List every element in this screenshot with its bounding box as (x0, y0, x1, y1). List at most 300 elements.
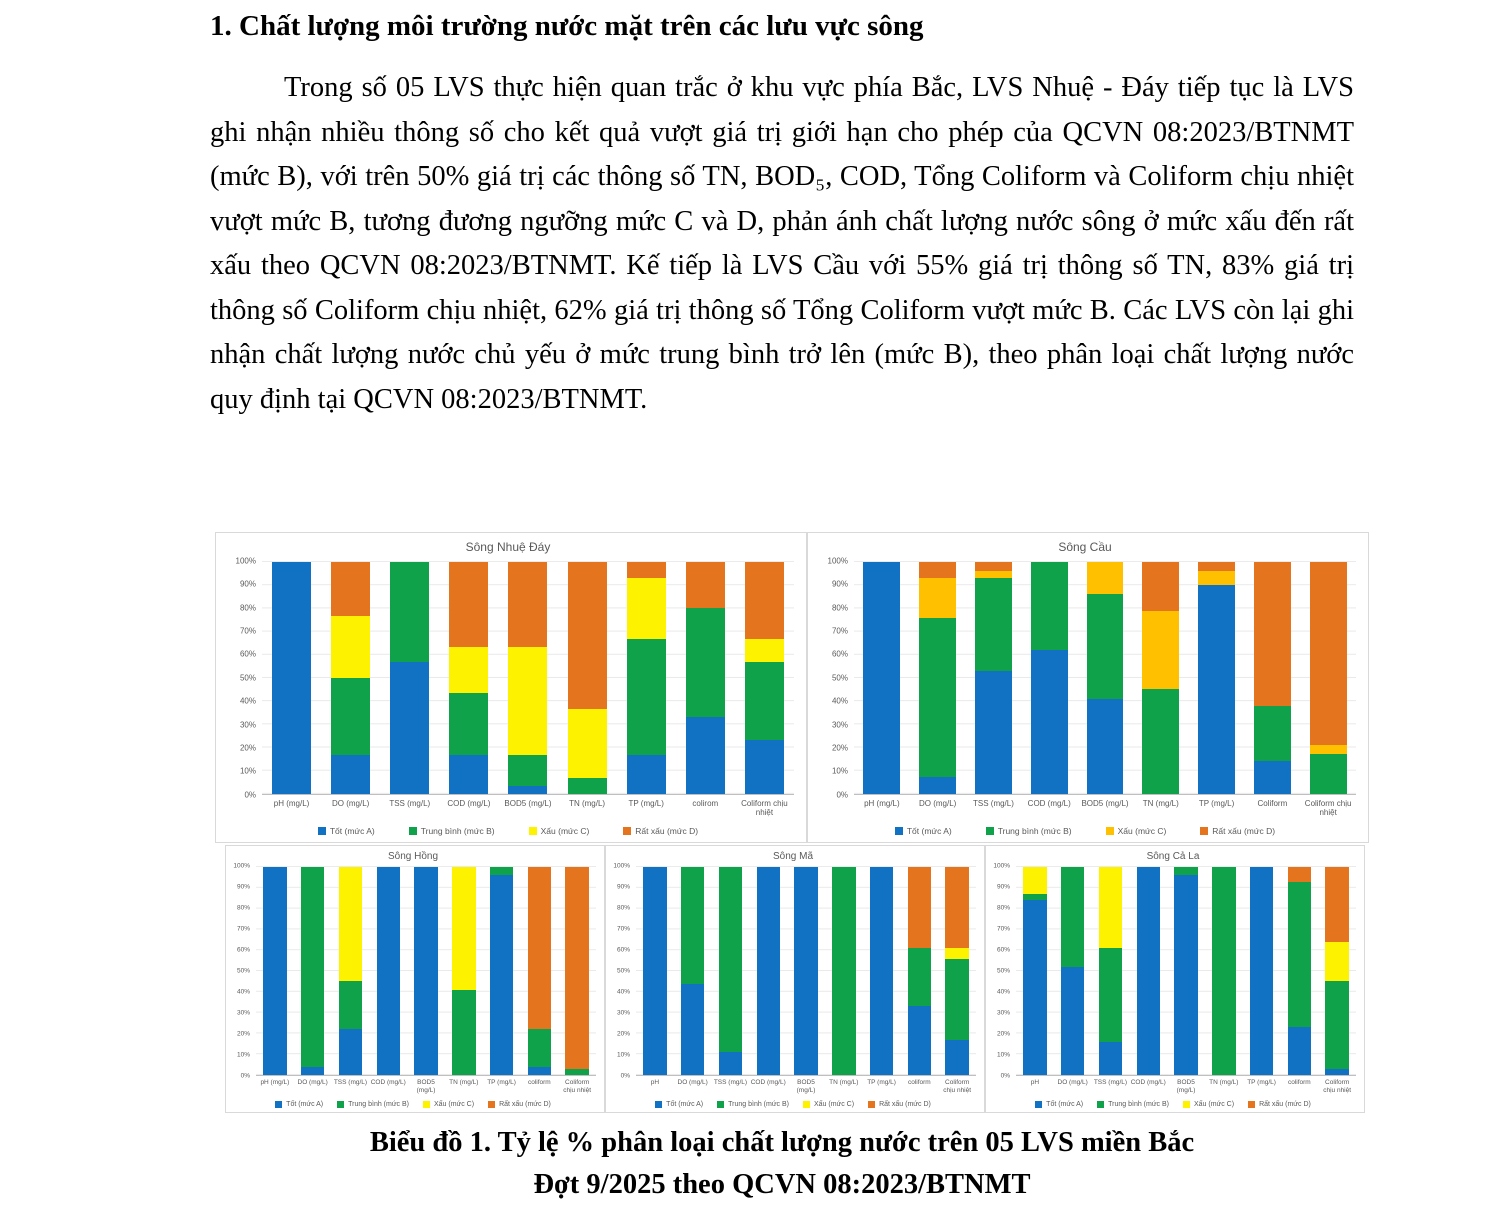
x-category-label: pH (mg/L) (260, 1079, 290, 1087)
x-category-label: TSS (mg/L) (713, 1079, 748, 1087)
bar-segment (1087, 699, 1124, 794)
bar-segment (1310, 754, 1347, 793)
y-tick-label: 70% (831, 626, 848, 636)
bar-segment (863, 562, 900, 794)
bar-segment (945, 867, 968, 948)
bar-segment (745, 662, 784, 739)
legend-swatch (318, 827, 326, 835)
bar-segment (508, 755, 547, 786)
legend-label: Trung bình (mức B) (1108, 1101, 1169, 1108)
bar-segment (832, 867, 855, 1075)
legend-label: Tốt (mức A) (1046, 1101, 1084, 1108)
legend-item (1200, 826, 1275, 836)
bar-segment (490, 875, 513, 1075)
bar-slot (863, 867, 901, 1075)
y-tick-label: 40% (996, 988, 1010, 996)
bar-segment (1061, 867, 1084, 967)
bar-segment (1288, 882, 1311, 1028)
plot-bars (1016, 867, 1356, 1075)
y-tick-label: 60% (616, 946, 630, 954)
legend-swatch (1200, 827, 1208, 835)
chart-grid (990, 862, 1356, 1109)
stacked-bar (1023, 867, 1046, 1075)
y-tick-label: 30% (616, 1009, 630, 1017)
x-labels (636, 1076, 976, 1094)
bar-slot (749, 867, 787, 1075)
stacked-bar (643, 867, 666, 1075)
stacked-bar (745, 562, 784, 794)
legend-item (868, 1101, 931, 1108)
bar-segment (1310, 745, 1347, 754)
figure-caption (210, 1122, 1354, 1206)
bar-segment (390, 662, 429, 793)
x-category-label: BOD5 (mg/L) (796, 1079, 816, 1094)
bar-slot (558, 867, 596, 1075)
y-axis (990, 862, 1016, 1080)
stacked-bar (945, 867, 968, 1075)
stacked-bar (1288, 867, 1311, 1075)
y-tick-label: 40% (236, 988, 250, 996)
legend-swatch (1097, 1101, 1104, 1108)
stacked-bar (794, 867, 817, 1075)
bar-slot (854, 562, 910, 794)
legend-swatch (895, 827, 903, 835)
bar-segment (945, 948, 968, 958)
y-axis (610, 862, 636, 1080)
legend-item (986, 826, 1072, 836)
stacked-bar (870, 867, 893, 1075)
legend-label: Rất xấu (mức D) (635, 826, 699, 836)
x-category-label: colirom (692, 798, 719, 808)
bar-segment (1031, 562, 1068, 650)
bar-segment (568, 562, 607, 709)
stacked-bar (757, 867, 780, 1075)
bar-slot (558, 562, 617, 794)
bar-slot (787, 867, 825, 1075)
bar-segment (1325, 942, 1348, 982)
y-tick-label: 50% (616, 967, 630, 975)
bar-slot (380, 562, 439, 794)
y-tick-label: 30% (996, 1009, 1010, 1017)
bar-segment (919, 578, 956, 617)
y-tick-label: 60% (996, 946, 1010, 954)
legend-item (409, 826, 495, 836)
stacked-bar (508, 562, 547, 794)
bar-slot (676, 562, 735, 794)
bar-slot (1092, 867, 1130, 1075)
bar-segment (1137, 867, 1160, 1075)
y-tick-label: 90% (616, 883, 630, 891)
y-tick-label: 50% (236, 967, 250, 975)
bar-segment (1288, 1027, 1311, 1075)
bar-segment (919, 562, 956, 578)
x-category-label: pH (mg/L) (273, 798, 310, 808)
legend-label: Xấu (mức C) (813, 1101, 855, 1108)
x-labels (854, 795, 1356, 817)
stacked-bar (1087, 562, 1124, 794)
bar-segment (1254, 706, 1291, 762)
legend-label: Rất xấu (mức D) (1259, 1101, 1311, 1108)
bar-slot (825, 867, 863, 1075)
stacked-bar (339, 867, 362, 1075)
chart-song-hong (225, 845, 605, 1113)
y-tick-label: 60% (236, 946, 250, 954)
legend-item (488, 1101, 551, 1108)
x-labels (262, 795, 794, 817)
legend-item (1106, 826, 1167, 836)
chart-grid (814, 556, 1356, 838)
bar-slot (498, 562, 557, 794)
stacked-bar (1250, 867, 1273, 1075)
y-tick-label: 80% (616, 904, 630, 912)
y-tick-label: 70% (616, 925, 630, 933)
y-tick-label: 0% (244, 790, 256, 800)
stacked-bar (1142, 562, 1179, 794)
x-category-label: TN (mg/L) (829, 1079, 859, 1087)
x-category-label: BOD5 (mg/L) (416, 1079, 436, 1094)
bar-segment (339, 867, 362, 981)
bar-segment (331, 678, 370, 755)
bar-slot (966, 562, 1022, 794)
bar-segment (1061, 967, 1084, 1075)
bar-segment (331, 562, 370, 616)
stacked-bar (1254, 562, 1291, 794)
plot-area (636, 866, 976, 1076)
x-category-label: TP (mg/L) (1247, 1079, 1276, 1087)
y-tick-label: 40% (239, 696, 256, 706)
legend-swatch (1035, 1101, 1042, 1108)
bar-segment (1031, 650, 1068, 794)
stacked-bar (377, 867, 400, 1075)
stacked-bar (568, 562, 607, 794)
bar-slot (1244, 562, 1300, 794)
y-axis (222, 556, 262, 800)
bar-segment (508, 647, 547, 755)
legend-swatch (409, 827, 417, 835)
bar-slot (617, 562, 676, 794)
bar-segment (908, 948, 931, 1006)
bar-slot (674, 867, 712, 1075)
x-category-label: Coliform chịu nhiệt (741, 798, 788, 817)
x-category-label: Coliform chịu nhiệt (1304, 798, 1352, 817)
legend-label: Trung bình (mức B) (997, 826, 1072, 836)
stacked-bar (490, 867, 513, 1075)
x-category-label: Coliform chịu nhiệt (1323, 1079, 1352, 1094)
legend-label: Tốt (mức A) (666, 1101, 704, 1108)
bar-segment (757, 867, 780, 1075)
x-category-label: TP (mg/L) (628, 798, 664, 808)
bar-segment (919, 618, 956, 778)
bar-segment (568, 709, 607, 778)
bar-segment (719, 867, 742, 1052)
bar-slot (636, 867, 674, 1075)
legend-item (1097, 1101, 1169, 1108)
bar-slot (1318, 867, 1356, 1075)
bar-segment (1023, 867, 1046, 894)
x-category-label: TN (mg/L) (1209, 1079, 1239, 1087)
stacked-bar (975, 562, 1012, 794)
bar-segment (508, 786, 547, 794)
legend-label: Trung bình (mức B) (728, 1101, 789, 1108)
bar-slot (1300, 562, 1356, 794)
y-tick-label: 100% (235, 556, 256, 566)
stacked-bar (449, 562, 488, 794)
stacked-bar (390, 562, 429, 794)
stacked-bar (919, 562, 956, 794)
bar-segment (1212, 867, 1235, 1075)
legend-swatch (1106, 827, 1114, 835)
x-labels (256, 1076, 596, 1094)
y-tick-label: 80% (239, 603, 256, 613)
y-tick-label: 30% (239, 720, 256, 730)
bar-slot (321, 562, 380, 794)
y-tick-label: 100% (827, 556, 848, 566)
bar-segment (1087, 594, 1124, 698)
bar-slot (1077, 562, 1133, 794)
y-tick-label: 70% (239, 626, 256, 636)
stacked-bar (1310, 562, 1347, 794)
bar-segment (301, 1067, 324, 1075)
legend-item (1183, 1101, 1234, 1108)
y-tick-label: 70% (996, 925, 1010, 933)
bar-segment (528, 1067, 551, 1075)
stacked-bar (263, 867, 286, 1075)
x-category-label: coliform (527, 1079, 551, 1087)
bar-segment (377, 867, 400, 1075)
x-labels (1016, 1076, 1356, 1094)
legend-label: Trung bình (mức B) (420, 826, 495, 836)
bar-segment (1325, 867, 1348, 942)
plot-area (262, 561, 794, 795)
plot-bars (636, 867, 976, 1075)
bar-slot (910, 562, 966, 794)
bar-slot (938, 867, 976, 1075)
x-category-label: TP (mg/L) (487, 1079, 516, 1087)
stacked-bar (832, 867, 855, 1075)
bar-slot (1133, 562, 1189, 794)
legend-label: Xấu (mức C) (1117, 826, 1167, 836)
y-tick-label: 10% (239, 766, 256, 776)
y-tick-label: 30% (236, 1009, 250, 1017)
x-category-label: DO (mg/L) (919, 798, 957, 808)
x-category-label: COD (mg/L) (1130, 1079, 1166, 1087)
y-tick-label: 100% (233, 862, 250, 870)
legend-swatch (803, 1101, 810, 1108)
x-category-label: TN (mg/L) (569, 798, 606, 808)
bar-slot (1016, 867, 1054, 1075)
stacked-bar (1099, 867, 1122, 1075)
y-tick-label: 60% (239, 649, 256, 659)
x-category-label: BOD5 (mg/L) (1176, 1079, 1196, 1094)
chart-grid (610, 862, 976, 1109)
bar-segment (568, 778, 607, 794)
x-category-label: Coliform chịu nhiệt (943, 1079, 972, 1094)
figure-caption-line1: Biểu đồ 1. Tỷ lệ % phân loại chất lượng nước trên 05 LVS miền Bắc (369, 1127, 1195, 1158)
bar-segment (870, 867, 893, 1075)
bar-segment (945, 959, 968, 1040)
x-category-label: pH (650, 1079, 660, 1087)
stacked-bar (1061, 867, 1084, 1075)
x-category-label: TSS (mg/L) (1093, 1079, 1128, 1087)
legend-item (337, 1101, 409, 1108)
legend-item (423, 1101, 474, 1108)
bar-segment (565, 1069, 588, 1075)
bar-segment (975, 571, 1012, 578)
y-axis (230, 862, 256, 1080)
y-tick-label: 90% (996, 883, 1010, 891)
bar-segment (681, 984, 704, 1076)
bar-segment (919, 777, 956, 793)
bar-slot (1280, 867, 1318, 1075)
chart-song-ca-la (985, 845, 1365, 1113)
bar-segment (1198, 571, 1235, 585)
plot-bars (854, 562, 1356, 794)
figure-caption-line2: Đợt 9/2025 theo QCVN 08:2023/BTNMT (533, 1169, 1031, 1200)
bar-segment (627, 578, 666, 640)
bar-slot (1167, 867, 1205, 1075)
bar-slot (1129, 867, 1167, 1075)
bar-segment (908, 1006, 931, 1075)
x-category-label: COD (mg/L) (370, 1079, 406, 1087)
bar-segment (686, 717, 725, 794)
legend-swatch (529, 827, 537, 835)
section-heading: 1. Chất lượng môi trường nước mặt trên các lưu vực sông (210, 10, 924, 42)
bar-slot (439, 562, 498, 794)
bar-slot (407, 867, 445, 1075)
stacked-bar (301, 867, 324, 1075)
y-tick-label: 10% (996, 1051, 1010, 1059)
stacked-bar (627, 562, 666, 794)
bar-slot (1054, 867, 1092, 1075)
y-tick-label: 100% (613, 862, 630, 870)
legend-label: Tốt (mức A) (329, 826, 375, 836)
legend-item (655, 1101, 703, 1108)
bar-segment (627, 562, 666, 578)
stacked-bar (719, 867, 742, 1075)
bar-segment (1325, 1069, 1348, 1075)
x-category-label: TSS (mg/L) (333, 1079, 368, 1087)
y-tick-label: 80% (831, 603, 848, 613)
legend-label: Tốt (mức A) (906, 826, 952, 836)
bar-segment (1099, 867, 1122, 948)
stacked-bar (686, 562, 725, 794)
x-category-label: DO (mg/L) (331, 798, 370, 808)
bar-slot (735, 562, 794, 794)
x-category-label: TSS (mg/L) (389, 798, 431, 808)
bar-segment (1198, 562, 1235, 571)
x-category-label: TSS (mg/L) (973, 798, 1014, 808)
bar-segment (528, 867, 551, 1029)
bar-segment (975, 562, 1012, 571)
chart-song-nhue-day (215, 532, 807, 843)
bar-segment (975, 578, 1012, 671)
y-axis (814, 556, 854, 800)
x-category-label: BOD5 (mg/L) (504, 798, 552, 808)
stacked-bar (272, 562, 311, 794)
y-tick-label: 20% (239, 743, 256, 753)
legend-label: Tốt (mức A) (286, 1101, 324, 1108)
bar-segment (449, 755, 488, 794)
bar-slot (900, 867, 938, 1075)
bar-segment (452, 867, 475, 990)
legend-item (803, 1101, 854, 1108)
x-category-label: DO (mg/L) (297, 1079, 328, 1087)
legend-swatch (488, 1101, 495, 1108)
legend-item (1248, 1101, 1311, 1108)
chart-grid (230, 862, 596, 1109)
y-tick-label: 30% (831, 720, 848, 730)
x-category-label: DO (mg/L) (677, 1079, 708, 1087)
body-paragraph: Trong số 05 LVS thực hiện quan trắc ở khu vực phía Bắc, LVS Nhuệ - Đáy tiếp tục là LVS ghi nhận nhiều thông số cho kết quả vượt giá trị giới hạn cho phép của QCVN 08:2023/BTNMT (mức B), với trên 50% giá trị các thông số TN, BOD₅, COD, Tổng Coliform và Coliform chịu nhiệt vượt mức B, tương đương ngưỡng mức C và D, phản ánh chất lượng nước sông ở mức xấu đến rất xấu theo QCVN 08:2023/BTNMT. Kế tiếp là LVS Cầu với 55% giá trị thông số TN, 83% giá trị thông số Coliform chịu nhiệt, 62% giá trị thông số Tổng Coliform vượt mức B. Các LVS còn lại ghi nhận chất lượng nước chủ yếu ở mức trung bình trở lên (mức B), theo phân loại chất lượng nước quy định tại QCVN 08:2023/BTNMT. (210, 72, 1354, 415)
y-tick-label: 60% (831, 649, 848, 659)
bar-slot (332, 867, 370, 1075)
y-tick-label: 0% (620, 1072, 630, 1080)
y-tick-label: 70% (236, 925, 250, 933)
legend-swatch (1183, 1101, 1190, 1108)
stacked-bar (1198, 562, 1235, 794)
legend-swatch (623, 827, 631, 835)
bar-segment (508, 562, 547, 647)
legend (610, 1094, 976, 1109)
plot-area (1016, 866, 1356, 1076)
y-tick-label: 80% (236, 904, 250, 912)
bar-segment (627, 755, 666, 794)
y-tick-label: 10% (616, 1051, 630, 1059)
legend-item (275, 1101, 323, 1108)
bar-segment (331, 616, 370, 678)
bar-segment (565, 867, 588, 1069)
x-category-label: TN (mg/L) (449, 1079, 479, 1087)
stacked-bar (331, 562, 370, 794)
y-tick-label: 50% (831, 673, 848, 683)
bar-segment (272, 562, 311, 794)
x-category-label: pH (1030, 1079, 1040, 1087)
bar-segment (490, 867, 513, 875)
stacked-bar (1174, 867, 1197, 1075)
legend (990, 1094, 1356, 1109)
legend-item (717, 1101, 789, 1108)
legend-swatch (337, 1101, 344, 1108)
bar-segment (528, 1029, 551, 1066)
legend-item (318, 826, 375, 836)
legend-label: Trung bình (mức B) (348, 1101, 409, 1108)
bar-segment (263, 867, 286, 1075)
bar-segment (627, 639, 666, 755)
legend (230, 1094, 596, 1109)
stacked-bar (414, 867, 437, 1075)
y-tick-label: 0% (1000, 1072, 1010, 1080)
x-category-label: Coliform chịu nhiệt (563, 1079, 592, 1094)
bar-slot (294, 867, 332, 1075)
x-category-label: BOD5 (mg/L) (1081, 798, 1129, 808)
stacked-bar (1212, 867, 1235, 1075)
legend-item (1035, 1101, 1083, 1108)
bar-segment (745, 639, 784, 662)
bar-slot (1189, 562, 1245, 794)
bar-slot (1021, 562, 1077, 794)
plot-area (854, 561, 1356, 795)
bar-slot (369, 867, 407, 1075)
legend (814, 817, 1356, 838)
bar-segment (1142, 689, 1179, 793)
plot-area (256, 866, 596, 1076)
legend (222, 817, 794, 838)
x-category-label: COD (mg/L) (750, 1079, 786, 1087)
legend-swatch (868, 1101, 875, 1108)
bar-slot (712, 867, 750, 1075)
stacked-bar (528, 867, 551, 1075)
bar-segment (686, 562, 725, 608)
